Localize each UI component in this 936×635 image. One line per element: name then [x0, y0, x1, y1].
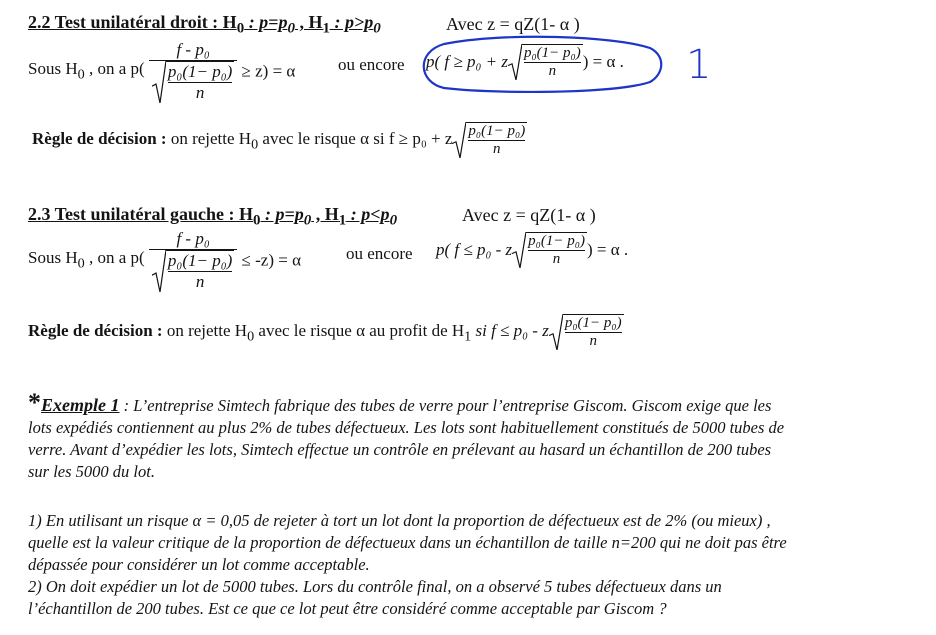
question-line: 2) On doit expédier un lot de 5000 tubes. Lors du contrôle final, on a observé 5 tubes défectueux dans un: [28, 577, 722, 596]
title-text: : p<p: [346, 204, 390, 224]
title-text: : p>p: [329, 12, 374, 32]
exemple-text: : L’entreprise Simtech fabrique des tubes de verre pour l’entreprise Giscom. Giscom exige que les: [119, 396, 772, 415]
sqrt-numerator: p₀(1− p₀): [523, 45, 581, 61]
title-sub: 0: [236, 20, 245, 37]
ou-encore-22: ou encore: [338, 55, 405, 74]
title-sub: 0: [373, 20, 381, 37]
sous-sub: 0: [77, 255, 85, 272]
regle-text: on rejette H: [162, 320, 248, 340]
sqrt-denominator: n: [195, 83, 205, 102]
sous-h0-formula-22: [28, 40, 295, 103]
exemple-line: lots expédiés contiennent au plus 2% de tubes défectueux. Les lots sont habituellement constitués de 5000 tubes de: [28, 418, 785, 437]
exemple-line: sur les 5000 du lot.: [28, 462, 155, 481]
exemple-title: Exemple 1: [41, 395, 120, 415]
title-text: 2.3 Test unilatéral gauche : H: [28, 204, 254, 224]
expr-start: p( f ≥ p₀ + z: [426, 52, 508, 71]
question-line: quelle est la valeur critique de la proportion de défectueux dans un échantillon de taille n=200 qui ne doit pas être: [28, 533, 787, 552]
title-text: 2.2 Test unilatéral droit : H: [28, 12, 237, 32]
regle-sub: 0: [251, 136, 259, 153]
title-text: : p=p: [260, 204, 304, 224]
regle-text: on rejette H: [166, 128, 252, 148]
sqrt-numerator: p₀(1− p₀): [468, 123, 526, 139]
regle-label: Règle de décision :: [32, 128, 167, 148]
title-sub: 0: [287, 20, 295, 37]
regle-rest: avec le risque α au profit de H: [254, 320, 465, 340]
pen-circle-annotation: [414, 34, 668, 96]
sqrt-denominator: n: [552, 251, 561, 267]
title-text: , H: [311, 204, 339, 224]
regle-decision-23: [28, 314, 624, 350]
sous-h0-formula-23: [28, 229, 301, 292]
avec-z-23: Avec z = qZ(1- α ): [462, 205, 596, 225]
fraction-numerator: f - p₀: [176, 40, 210, 59]
pen-annotation-number: 1: [686, 42, 712, 88]
z-fraction: [149, 229, 237, 292]
section-2-2-title: [28, 12, 381, 38]
sqrt-denominator: n: [548, 63, 557, 79]
title-sub: 0: [303, 212, 312, 229]
question-line: dépassée pour considérer un lot comme acceptable.: [28, 555, 370, 574]
sqrt-numerator: p₀(1− p₀): [167, 62, 233, 81]
exemple-intro: [28, 388, 918, 483]
title-sub: 0: [389, 212, 398, 229]
question-line: l’échantillon de 200 tubes. Est ce que ce lot peut être considéré comme acceptable par Giscom ?: [28, 599, 667, 618]
title-sub: 1: [338, 212, 347, 229]
sous-rest: , on a p(: [84, 248, 145, 268]
exemple-line: verre. Avant d’expédier les lots, Simtech effectue un contrôle en prélevant au hasard un échantillon de 200 tubes: [28, 440, 772, 459]
inequality: ≥ z) = α: [241, 61, 296, 81]
sous-label: Sous H: [28, 59, 78, 79]
regle-label: Règle de décision :: [28, 320, 163, 340]
section-2-3-title: [28, 204, 397, 230]
sqrt-denominator: n: [195, 272, 205, 291]
question-line: 1) En utilisant un risque α = 0,05 de rejeter à tort un lot dont la proportion de défectueux est de 2% (ou mieux) ,: [28, 511, 771, 530]
sqrt-numerator: p₀(1− p₀): [167, 251, 233, 270]
avec-z-22: Avec z = qZ(1- α ): [446, 14, 580, 34]
regle-sub: 1: [464, 328, 472, 345]
title-sub: 1: [322, 20, 330, 37]
regle-rest: si f ≤ p₀ - z: [471, 320, 549, 340]
sous-rest: , on a p(: [84, 59, 145, 79]
expr-start: p( f ≤ p₀ - z: [436, 240, 513, 259]
fraction-numerator: f - p₀: [176, 229, 210, 248]
title-sub: 0: [253, 212, 261, 229]
sqrt-denominator: n: [589, 333, 597, 349]
title-text: : p=p: [244, 12, 288, 32]
sqrt-numerator: p₀(1− p₀): [564, 315, 622, 331]
title-text: , H: [294, 12, 323, 32]
sous-label: Sous H: [28, 248, 78, 268]
z-fraction: [149, 40, 237, 103]
expr-end: ) = α .: [586, 240, 629, 259]
sqrt-numerator: p₀(1− p₀): [528, 233, 585, 249]
sous-sub: 0: [77, 66, 85, 83]
encore-expression-23: [436, 232, 628, 268]
ou-encore-23: ou encore: [346, 244, 413, 263]
regle-sub: 0: [247, 328, 255, 345]
expr-end: ) = α .: [582, 52, 624, 71]
regle-decision-22: [32, 122, 527, 158]
question-2: [28, 576, 918, 620]
star-marker: *: [28, 388, 41, 417]
regle-rest: avec le risque α si f ≥ p₀ + z: [258, 128, 453, 148]
inequality: ≤ -z) = α: [241, 250, 301, 270]
exemple-line: [28, 388, 918, 417]
question-1: [28, 510, 918, 576]
sqrt-denominator: n: [493, 141, 501, 157]
